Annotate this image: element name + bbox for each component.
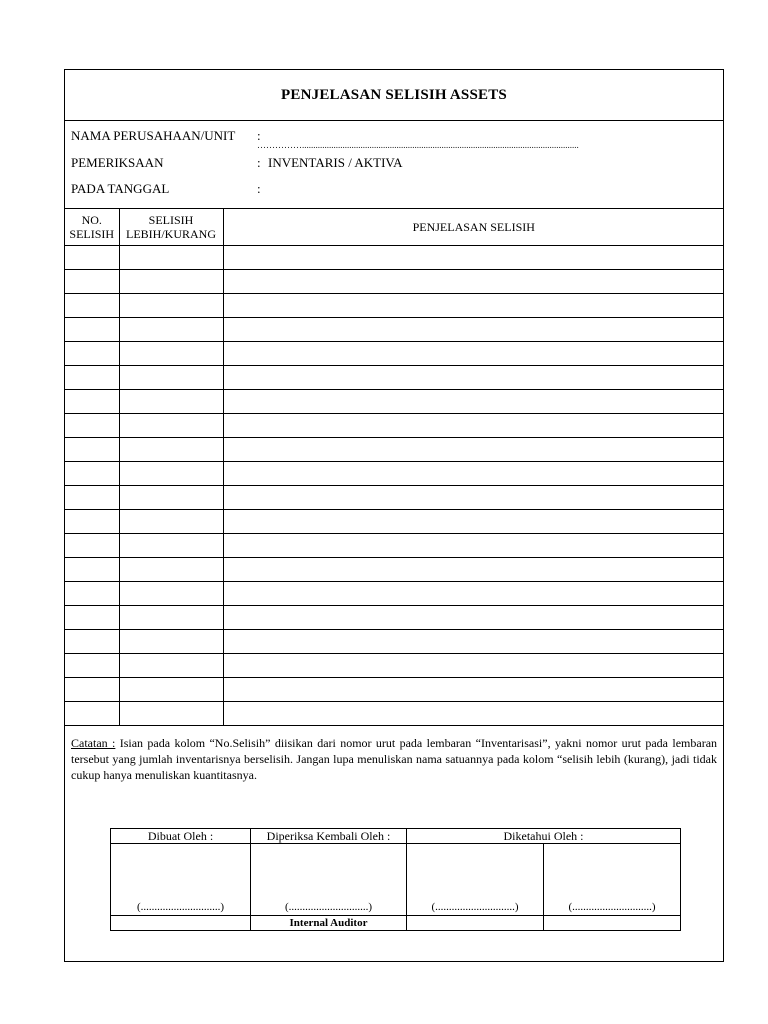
table-cell bbox=[65, 246, 119, 270]
table-row bbox=[65, 678, 724, 702]
table-cell bbox=[223, 342, 724, 366]
table-cell bbox=[65, 318, 119, 342]
table-row bbox=[65, 558, 724, 582]
table-cell bbox=[119, 438, 223, 462]
table-cell bbox=[65, 294, 119, 318]
date-colon: : bbox=[257, 181, 261, 196]
table-row bbox=[65, 294, 724, 318]
table-cell bbox=[65, 270, 119, 294]
table-cell bbox=[223, 414, 724, 438]
table-row bbox=[65, 606, 724, 630]
table-cell bbox=[119, 702, 223, 726]
table-cell bbox=[223, 486, 724, 510]
table-cell bbox=[223, 318, 724, 342]
table-cell bbox=[223, 630, 724, 654]
table-cell bbox=[65, 486, 119, 510]
table-row bbox=[65, 390, 724, 414]
table-cell bbox=[119, 606, 223, 630]
table-row bbox=[65, 342, 724, 366]
note-label: Catatan : bbox=[71, 736, 116, 750]
role-cell bbox=[544, 916, 681, 931]
table-cell bbox=[65, 342, 119, 366]
table-cell bbox=[119, 654, 223, 678]
table-cell bbox=[223, 246, 724, 270]
table-cell bbox=[119, 246, 223, 270]
table-cell bbox=[119, 342, 223, 366]
table-cell bbox=[65, 534, 119, 558]
table-row bbox=[65, 654, 724, 678]
role-cell bbox=[407, 916, 544, 931]
table-cell bbox=[119, 414, 223, 438]
table-row bbox=[65, 366, 724, 390]
table-cell bbox=[223, 294, 724, 318]
table-cell bbox=[65, 414, 119, 438]
table-cell bbox=[223, 438, 724, 462]
table-cell bbox=[65, 702, 119, 726]
table-cell bbox=[119, 462, 223, 486]
table-cell bbox=[223, 606, 724, 630]
signature-blank: (.............................) bbox=[407, 844, 544, 916]
col-no-selisih-header: NO. SELISIH bbox=[65, 209, 119, 246]
table-cell bbox=[223, 534, 724, 558]
form-title: PENJELASAN SELISIH ASSETS bbox=[65, 70, 723, 121]
table-cell bbox=[119, 630, 223, 654]
table-cell bbox=[223, 270, 724, 294]
known-by-label: Diketahui Oleh : bbox=[407, 829, 681, 844]
table-cell bbox=[65, 582, 119, 606]
table-cell bbox=[65, 366, 119, 390]
signature-blank: (.............................) bbox=[111, 844, 251, 916]
table-row bbox=[65, 438, 724, 462]
table-cell bbox=[65, 438, 119, 462]
table-row bbox=[65, 318, 724, 342]
table-row bbox=[65, 534, 724, 558]
company-label: NAMA PERUSAHAAN/UNIT bbox=[71, 128, 236, 143]
table-row bbox=[65, 582, 724, 606]
table-row bbox=[65, 246, 724, 270]
table-row bbox=[65, 270, 724, 294]
table-cell bbox=[223, 462, 724, 486]
table-row bbox=[65, 630, 724, 654]
table-cell bbox=[65, 462, 119, 486]
exam-colon: : bbox=[257, 155, 261, 170]
table-cell bbox=[119, 534, 223, 558]
table-cell bbox=[65, 630, 119, 654]
table-cell bbox=[223, 366, 724, 390]
company-dotted-line: ……………........................................................................................................................... bbox=[257, 141, 579, 149]
table-cell bbox=[119, 366, 223, 390]
table-cell bbox=[119, 270, 223, 294]
table-row bbox=[65, 486, 724, 510]
date-label: PADA TANGGAL bbox=[71, 181, 170, 196]
table-cell bbox=[223, 558, 724, 582]
note-text: Isian pada kolom “No.Selisih” diisikan dari nomor urut pada lembaran “Inventarisasi”, yakni nomor urut pada lembaran tersebut yang jumlah inventarisnya berselisih. Jangan lupa menuliskan nama satuannya pada kolom “selisih lebih (kurang), jadi tidak cukup hanya menuliskan kuantitasnya. bbox=[71, 736, 718, 782]
signature-table bbox=[110, 828, 681, 931]
table-cell bbox=[65, 654, 119, 678]
col-penjelasan-header: PENJELASAN SELISIH bbox=[223, 209, 724, 246]
table-row bbox=[65, 462, 724, 486]
table-row bbox=[65, 414, 724, 438]
table-cell bbox=[223, 702, 724, 726]
table-row bbox=[65, 510, 724, 534]
table-cell bbox=[119, 678, 223, 702]
internal-auditor-label: Internal Auditor bbox=[251, 916, 407, 931]
table-cell bbox=[119, 318, 223, 342]
table-cell bbox=[223, 678, 724, 702]
table-cell bbox=[65, 678, 119, 702]
table-cell bbox=[119, 486, 223, 510]
table-body bbox=[65, 246, 724, 726]
table-cell bbox=[223, 582, 724, 606]
col-selisih-header: SELISIH LEBIH/KURANG bbox=[119, 209, 223, 246]
table-cell bbox=[65, 390, 119, 414]
exam-label: PEMERIKSAAN bbox=[71, 155, 164, 170]
table-cell bbox=[119, 390, 223, 414]
table-cell bbox=[119, 582, 223, 606]
table-cell bbox=[65, 510, 119, 534]
table-header-row bbox=[65, 209, 724, 246]
company-colon: : bbox=[257, 128, 261, 143]
table-cell bbox=[65, 558, 119, 582]
exam-value: INVENTARIS / AKTIVA bbox=[268, 155, 403, 170]
made-by-label: Dibuat Oleh : bbox=[111, 829, 251, 844]
table-cell bbox=[223, 510, 724, 534]
table-cell bbox=[223, 654, 724, 678]
signature-blank: (.............................) bbox=[544, 844, 681, 916]
role-cell bbox=[111, 916, 251, 931]
table-cell bbox=[119, 510, 223, 534]
table-cell bbox=[119, 294, 223, 318]
table-row bbox=[65, 702, 724, 726]
checked-by-label: Diperiksa Kembali Oleh : bbox=[251, 829, 407, 844]
note-section bbox=[65, 726, 723, 783]
selisih-table bbox=[65, 209, 724, 726]
table-cell bbox=[65, 606, 119, 630]
form-sheet bbox=[64, 69, 724, 962]
info-section bbox=[65, 121, 723, 209]
signature-blank: (.............................) bbox=[251, 844, 407, 916]
table-cell bbox=[119, 558, 223, 582]
table-cell bbox=[223, 390, 724, 414]
